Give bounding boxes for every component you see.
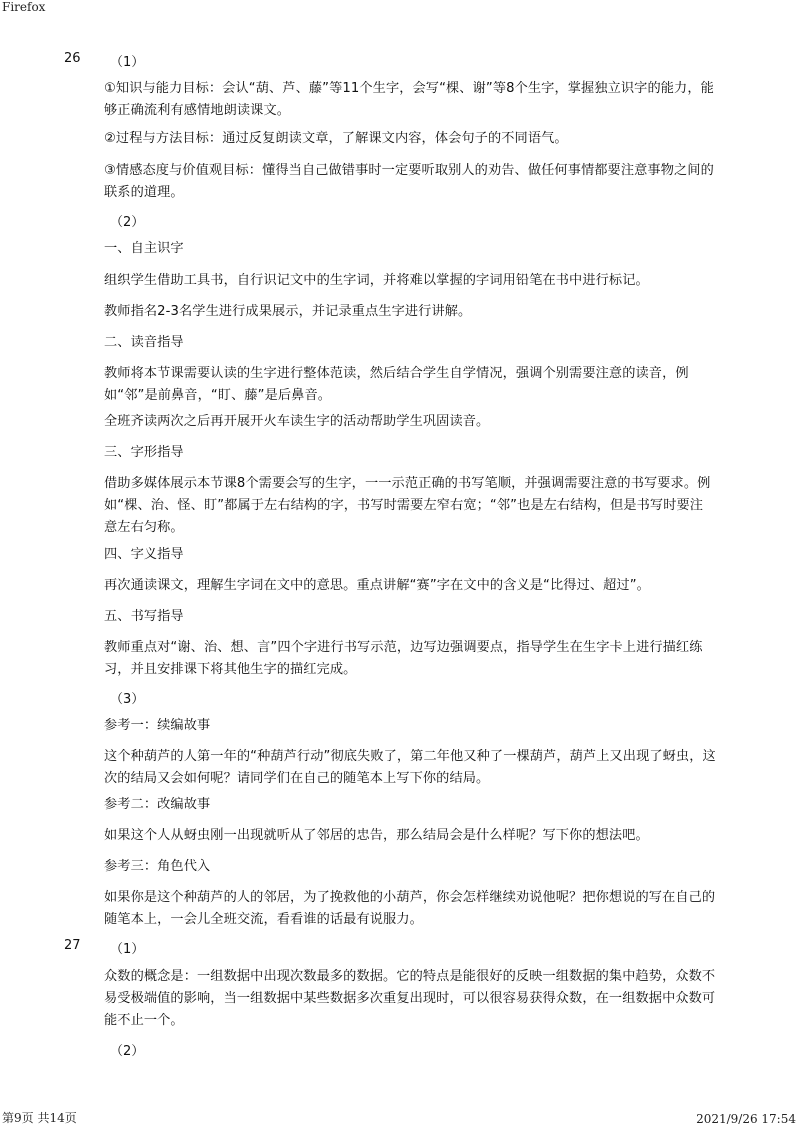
q26-section-heading-3: 三、字形指导 xyxy=(104,445,184,460)
q26-reference-2-paragraph: 如果这个人从蚜虫刚一出现就听从了邻居的忠告，那么结局会是什么样呢？写下你的想法吧。 xyxy=(104,828,649,843)
q27-part1-paragraph: 众数的概念是：一组数据中出现次数最多的数据。它的特点是能很好的反映一组数据的集中趋势，众数不易受极端值的影响，当一组数据中某些数据多次重复出现时，可以很容易获得众数，在一组数据中众数可能不止一个。 xyxy=(104,969,716,1028)
q26-section-heading-2: 二、读音指导 xyxy=(104,335,184,350)
q26-section-4-paragraph-1: 再次通读课文，理解生字词在文中的意思。重点讲解“赛”字在文中的含义是“比得过、超过”。 xyxy=(104,578,650,593)
q26-section-2-paragraph-1: 教师将本节课需要认读的生字进行整体范读，然后结合学生自学情况，强调个别需要注意的读音，例如“邻”是前鼻音，“盯、藤”是后鼻音。 xyxy=(104,366,689,403)
q26-section-3-paragraph-1: 借助多媒体展示本节课8个需要会写的生字，一一示范正确的书写笔顺，并强调需要注意的书写要求。例如“棵、治、怪、盯”都属于左右结构的字，书写时需要左窄右宽；“邻”也是左右结构，但是书写时要注意左右匀称。 xyxy=(104,476,711,535)
q26-section-2-paragraph-2: 全班齐读两次之后再开展开火车读生字的活动帮助学生巩固读音。 xyxy=(104,414,490,429)
q26-section-5-paragraph-1: 教师重点对“谢、治、想、言”四个字进行书写示范，边写边强调要点，指导学生在生字卡上进行描红练习，并且安排课下将其他生字的描红完成。 xyxy=(104,640,703,677)
q26-section-heading-5: 五、书写指导 xyxy=(104,609,184,624)
q27-part2-label: （2） xyxy=(110,1044,145,1059)
q26-part1-goal-process: ②过程与方法目标：通过反复朗读文章，了解课文内容，体会句子的不同语气。 xyxy=(104,131,568,146)
q26-section-1-paragraph-2: 教师指名2-3名学生进行成果展示，并记录重点生字进行讲解。 xyxy=(104,304,472,319)
q26-reference-1-paragraph: 这个种葫芦的人第一年的“种葫芦行动”彻底失败了，第二年他又种了一棵葫芦，葫芦上又出现了蚜虫，这次的结局又会如何呢？请同学们在自己的随笔本上写下你的结局。 xyxy=(104,749,716,786)
question-number-26: 26 xyxy=(64,51,81,66)
print-datetime: 2021/9/26 17:54 xyxy=(696,1112,796,1126)
q26-reference-2-title: 参考二：改编故事 xyxy=(104,797,211,812)
q26-reference-1-title: 参考一：续编故事 xyxy=(104,718,211,733)
q26-part2-label: （2） xyxy=(110,215,145,230)
q27-part1-label: （1） xyxy=(110,942,145,957)
q26-section-heading-1: 一、自主识字 xyxy=(104,241,184,256)
q26-part1-label: （1） xyxy=(110,55,145,70)
q26-part3-label: （3） xyxy=(110,692,145,707)
browser-title: Firefox xyxy=(2,0,46,14)
q26-reference-3-title: 参考三：角色代入 xyxy=(104,859,211,874)
q26-reference-3-paragraph: 如果你是这个种葫芦的人的邻居，为了挽救他的小葫芦，你会怎样继续劝说他呢？把你想说的写在自己的随笔本上，一会儿全班交流，看看谁的话最有说服力。 xyxy=(104,890,716,927)
page-counter: 第9页 共14页 xyxy=(2,1111,77,1125)
q26-part1-goal-emotion: ③情感态度与价值观目标：懂得当自己做错事时一定要听取别人的劝告、做任何事情都要注意事物之间的联系的道理。 xyxy=(104,163,714,200)
q26-section-1-paragraph-1: 组织学生借助工具书，自行识记文中的生字词，并将难以掌握的字词用铅笔在书中进行标记。 xyxy=(104,273,649,288)
q26-part1-goal-knowledge: ①知识与能力目标：会认“葫、芦、藤”等11个生字，会写“棵、谢”等8个生字，掌握独立识字的能力，能够正确流利有感情地朗读课文。 xyxy=(104,81,714,118)
question-number-27: 27 xyxy=(64,938,81,953)
q26-section-heading-4: 四、字义指导 xyxy=(104,547,184,562)
